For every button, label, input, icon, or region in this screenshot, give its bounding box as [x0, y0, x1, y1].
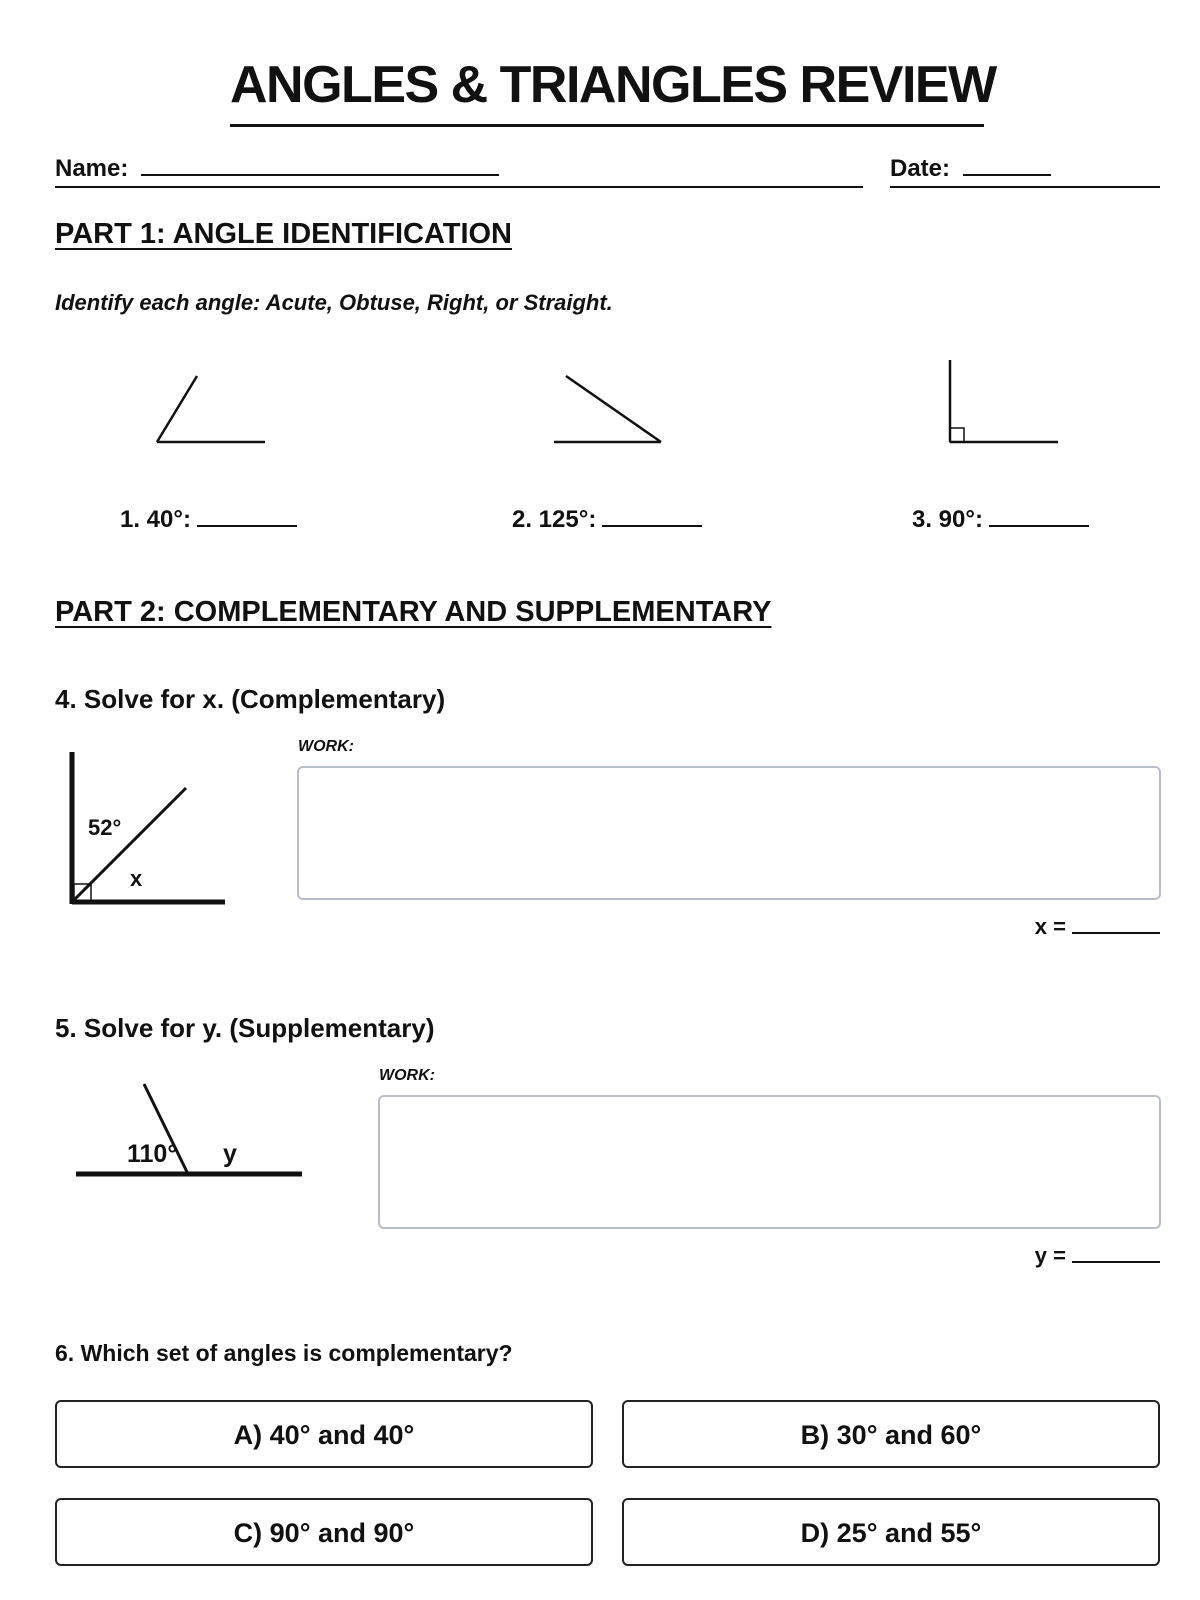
- supplementary-variable: y: [223, 1140, 237, 1168]
- angle-item-2-label: 2. 125°:: [512, 506, 597, 533]
- name-row: [55, 150, 863, 188]
- choice-b-button[interactable]: B) 30° and 60°: [622, 1400, 1160, 1468]
- angle-diagram-acute: [145, 362, 275, 448]
- question-5-work-box[interactable]: [378, 1095, 1161, 1229]
- date-label: Date:: [890, 155, 951, 182]
- question-5-answer: [1035, 1243, 1160, 1269]
- angle-item-3-label: 3. 90°:: [912, 506, 983, 533]
- question-4-work-label: WORK:: [298, 738, 354, 755]
- choice-c-button[interactable]: C) 90° and 90°: [55, 1498, 593, 1566]
- date-row: [890, 150, 1160, 188]
- right-angle-marker: [950, 428, 964, 442]
- question-4-answer-field[interactable]: [1072, 914, 1160, 934]
- complementary-angle-diagram: [60, 748, 240, 908]
- angle-item-1-label: 1. 40°:: [120, 506, 191, 533]
- angle-item-2: [512, 505, 702, 534]
- angle-item-3: [912, 505, 1089, 534]
- question-4-work-box[interactable]: [297, 766, 1161, 900]
- question-5-answer-label: y =: [1034, 1243, 1066, 1268]
- choice-d-button[interactable]: D) 25° and 55°: [622, 1498, 1160, 1566]
- complementary-variable: x: [130, 866, 143, 891]
- angle-diagram-right: [940, 356, 1070, 448]
- question-5-answer-field[interactable]: [1072, 1243, 1160, 1263]
- title-block: [230, 52, 996, 127]
- question-5-prompt: 5. Solve for y. (Supplementary): [55, 1013, 435, 1043]
- question-4-prompt: 4. Solve for x. (Complementary): [55, 684, 446, 714]
- date-field[interactable]: [963, 150, 1051, 176]
- angle-diagram-obtuse: [548, 362, 678, 448]
- question-5-work-label: WORK:: [379, 1067, 435, 1084]
- complementary-known-angle: 52°: [88, 815, 122, 840]
- part2-heading: PART 2: COMPLEMENTARY AND SUPPLEMENTARY: [55, 596, 772, 628]
- question-4-answer-label: x =: [1034, 914, 1066, 939]
- angle-item-3-answer[interactable]: [989, 505, 1089, 527]
- supplementary-known-angle: 110°: [127, 1140, 178, 1168]
- question-6-prompt: 6. Which set of angles is complementary?: [55, 1340, 513, 1366]
- question-4-answer: [1035, 914, 1160, 940]
- angle-item-2-answer[interactable]: [602, 505, 702, 527]
- supplementary-angle-diagram: [70, 1078, 310, 1188]
- name-label: Name:: [55, 155, 129, 182]
- choice-a-button[interactable]: A) 40° and 40°: [55, 1400, 593, 1468]
- name-field[interactable]: [141, 150, 499, 176]
- part1-heading: PART 1: ANGLE IDENTIFICATION: [55, 218, 513, 250]
- angle-item-1-answer[interactable]: [197, 505, 297, 527]
- angle-item-1: [120, 505, 297, 534]
- page-title: ANGLES & TRIANGLES REVIEW: [230, 56, 996, 114]
- part1-instruction: Identify each angle: Acute, Obtuse, Right, or Straight.: [55, 290, 613, 315]
